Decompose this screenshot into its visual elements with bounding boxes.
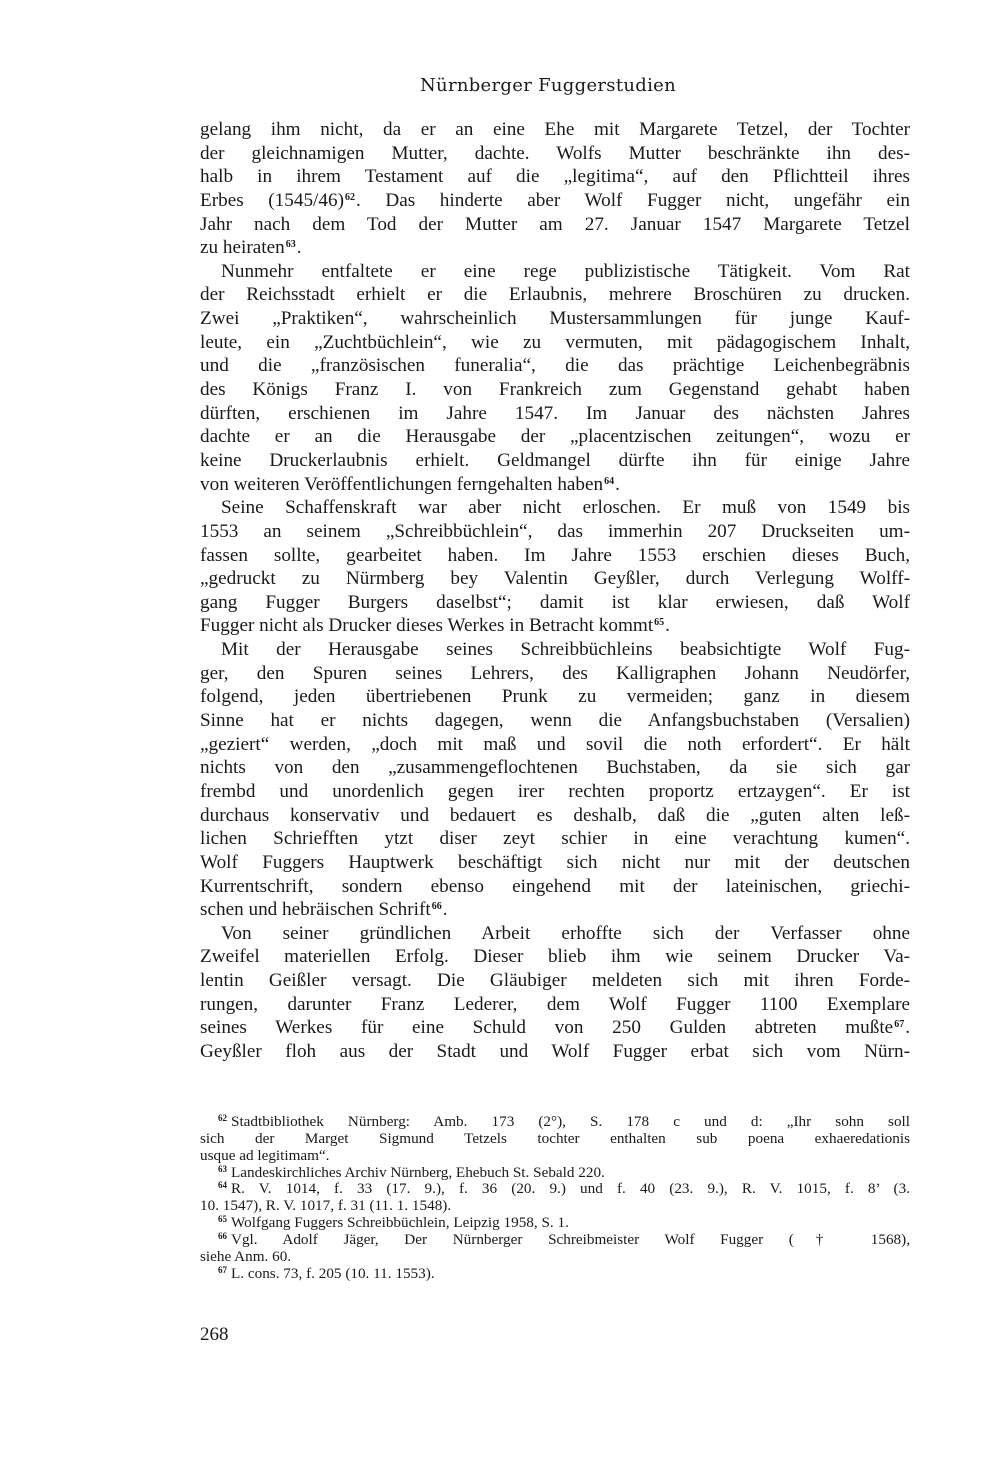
- text-line: [200, 709, 910, 733]
- line-text: rungen, darunter Franz Lederer, dem Wolf Fugger 1100 Exemplare: [200, 993, 910, 1015]
- footnote-line: [200, 1198, 910, 1215]
- footnote-text: Stadtbibliothek Nürnberg: Amb. 173 (2°), S. 178 c und d: „Ihr sohn soll: [231, 1113, 910, 1130]
- footnote-text: Wolfgang Fuggers Schreibbüchlein, Leipzig 1958, S. 1.: [231, 1214, 569, 1232]
- line-text-after: .: [296, 237, 302, 259]
- text-line: [200, 614, 910, 638]
- text-line: [200, 591, 910, 615]
- text-line: [200, 685, 910, 709]
- text-line: [200, 354, 910, 378]
- line-text: zu heiraten: [200, 237, 285, 259]
- line-text: fassen sollte, gearbeitet haben. Im Jahre 1553 erschien dieses Buch,: [200, 544, 910, 566]
- line-text-after: .: [905, 1017, 910, 1039]
- line-text-after: .: [665, 615, 670, 637]
- line-text: Fugger nicht als Drucker dieses Werkes in Betracht kommt: [200, 615, 654, 637]
- line-text: nichts von den „zusammengeflochtenen Buchstaben, da sie sich gar: [200, 757, 910, 779]
- line-text: gang Fugger Burgers daselbst“; damit ist klar erwiesen, daß Wolf: [200, 591, 910, 613]
- text-line: [200, 402, 910, 426]
- footnote-ref: 66: [431, 901, 442, 913]
- footnote-number: 63: [218, 1163, 227, 1174]
- text-line: [200, 827, 910, 851]
- footnote-ref: 67: [894, 1019, 905, 1031]
- text-line: [200, 449, 910, 473]
- line-text: „geziert“ werden, „doch mit maß und sovil die noth erfordert“. Er hält: [200, 733, 910, 755]
- line-text: von weiteren Veröffentlichungen ferngehalten haben: [200, 473, 604, 495]
- footnote-text: usque ad legitimam“.: [200, 1146, 330, 1164]
- line-text: folgend, jeden übertriebenen Prunk zu vermeiden; ganz in diesem: [200, 686, 910, 708]
- line-text: Mit der Herausgabe seines Schreibbüchleins beabsichtigte Wolf Fug-: [221, 639, 910, 661]
- text-line: [200, 307, 910, 331]
- body-text: [200, 118, 910, 1064]
- line-text: Sinne hat er nichts dagegen, wenn die Anfangsbuchstaben (Versalien): [200, 710, 910, 732]
- text-line: [200, 567, 910, 591]
- line-text: keine Druckerlaubnis erhielt. Geldmangel dürfte ihn für einige Jahre: [200, 449, 910, 471]
- text-line: [200, 898, 910, 922]
- line-text: Seine Schaffenskraft war aber nicht erloschen. Er muß von 1549 bis: [221, 497, 910, 519]
- footnote-ref: 63: [285, 239, 296, 251]
- text-line: [200, 378, 910, 402]
- footnote-number: 67: [218, 1264, 227, 1275]
- line-text: Erbes (1545/46): [200, 189, 344, 211]
- text-line: [200, 733, 910, 757]
- text-line: [200, 425, 910, 449]
- text-line: [200, 118, 910, 142]
- line-text: lichen Schriefften ytzt diser zeyt schier in eine verachtung kumen“.: [200, 828, 910, 850]
- text-line: [200, 851, 910, 875]
- text-line: [200, 142, 910, 166]
- footnote-number: 62: [218, 1113, 227, 1123]
- text-line: [200, 331, 910, 355]
- line-text: halb in ihrem Testament auf die „legitima“, auf den Pflichtteil ihres: [200, 166, 910, 188]
- text-line: [200, 1016, 910, 1040]
- text-line: [200, 756, 910, 780]
- text-line: [200, 875, 910, 899]
- footnote-text: R. V. 1014, f. 33 (17. 9.), f. 36 (20. 9.) und f. 40 (23. 9.), R. V. 1015, f. 8’ (3.: [231, 1180, 910, 1198]
- footnote-number: 64: [218, 1180, 227, 1191]
- line-text: Kurrentschrift, sondern ebenso eingehend mit der lateinischen, griechi-: [200, 875, 910, 897]
- text-line: [200, 662, 910, 686]
- footnote-number: 65: [218, 1214, 227, 1225]
- line-text: dachte er an die Herausgabe der „placentzischen zeitungen“, wozu er: [200, 426, 910, 448]
- footnote-line: [200, 1165, 910, 1182]
- text-line: [200, 804, 910, 828]
- line-text: Nunmehr entfaltete er eine rege publizistische Tätigkeit. Vom Rat: [221, 260, 910, 282]
- line-text: leute, ein „Zuchtbüchlein“, wie zu vermuten, mit pädagogischem Inhalt,: [200, 331, 910, 353]
- line-text: der gleichnamigen Mutter, dachte. Wolfs Mutter beschränkte ihn des-: [200, 142, 910, 164]
- footnote-line: [200, 1215, 910, 1232]
- text-line: [200, 165, 910, 189]
- line-text-after: .: [442, 899, 448, 921]
- line-text: Wolf Fuggers Hauptwerk beschäftigt sich nicht nur mit der deutschen: [200, 851, 910, 873]
- line-text: Geyßler floh aus der Stadt und Wolf Fugger erbat sich vom Nürn-: [200, 1040, 910, 1062]
- footnote-text: 10. 1547), R. V. 1017, f. 31 (11. 1. 1548).: [200, 1197, 452, 1215]
- text-line: [200, 283, 910, 307]
- text-line: [200, 1040, 910, 1064]
- footnote-ref: 65: [654, 617, 665, 629]
- text-line: [200, 780, 910, 804]
- line-text: Jahr nach dem Tod der Mutter am 27. Januar 1547 Margarete Tetzel: [200, 213, 910, 235]
- line-text: der Reichsstadt erhielt er die Erlaubnis, mehrere Broschüren zu drucken.: [200, 284, 910, 306]
- footnote-text: sich der Marget Sigmund Tetzels tochter enthalten sub poena exhaeredationis: [200, 1129, 910, 1147]
- text-line: [200, 189, 910, 213]
- line-text: Zweifel materiellen Erfolg. Dieser blieb ihm wie seinem Drucker Va-: [200, 946, 910, 968]
- footnote-ref: 64: [604, 475, 615, 487]
- line-text: lentin Geißler versagt. Die Gläubiger meldeten sich mit ihren Forde-: [200, 970, 910, 992]
- line-text: des Königs Franz I. von Frankreich zum Gegenstand gehabt haben: [200, 379, 910, 401]
- page-number: 268: [200, 1324, 229, 1345]
- text-line: [200, 473, 910, 497]
- footnote-line: [200, 1266, 910, 1283]
- line-text: Von seiner gründlichen Arbeit erhoffte sich der Verfasser ohne: [221, 922, 910, 944]
- line-text: ger, den Spuren seines Lehrers, des Kalligraphen Johann Neudörfer,: [200, 662, 910, 684]
- footnote-line: [200, 1181, 910, 1198]
- text-line: [200, 922, 910, 946]
- footnote-line: [200, 1114, 910, 1131]
- line-text: frembd und unordenlich gegen irer rechten proportz ertzaygen“. Er ist: [200, 780, 910, 802]
- line-text: gelang ihm nicht, da er an eine Ehe mit Margarete Tetzel, der Tochter: [200, 119, 910, 140]
- line-text: 1553 an seinem „Schreibbüchlein“, das immerhin 207 Druckseiten um-: [200, 520, 910, 542]
- text-line: [200, 236, 910, 260]
- text-line: [200, 638, 910, 662]
- footnote-text: siehe Anm. 60.: [200, 1247, 292, 1265]
- text-line: [200, 993, 910, 1017]
- line-text: Zwei „Praktiken“, wahrscheinlich Mustersammlungen für junge Kauf-: [200, 308, 910, 330]
- line-text: und die „französischen funeralia“, die das prächtige Leichenbegräbnis: [200, 355, 910, 377]
- text-line: [200, 520, 910, 544]
- text-line: [200, 945, 910, 969]
- line-text: „gedruckt zu Nürmberg bey Valentin Geyßler, durch Verlegung Wolff-: [200, 568, 910, 590]
- footnote-text: Landeskirchliches Archiv Nürnberg, Ehebuch St. Sebald 220.: [231, 1163, 605, 1181]
- text-line: [200, 544, 910, 568]
- line-text: schen und hebräischen Schrift: [200, 899, 431, 921]
- footnote-number: 66: [218, 1230, 227, 1241]
- text-line: [200, 213, 910, 237]
- text-line: [200, 260, 910, 284]
- running-head: Nürnberger Fuggerstudien: [420, 75, 676, 96]
- line-text: seines Werkes für eine Schuld von 250 Gulden abtreten mußte: [200, 1017, 894, 1039]
- line-text-after: .: [615, 473, 620, 495]
- line-text-after: . Das hinderte aber Wolf Fugger nicht, ungefähr ein: [355, 189, 910, 211]
- footnote-ref: 62: [344, 191, 355, 203]
- footnote-line: [200, 1148, 910, 1165]
- text-line: [200, 969, 910, 993]
- footnote-line: [200, 1249, 910, 1266]
- footnote-text: Vgl. Adolf Jäger, Der Nürnberger Schreibmeister Wolf Fugger († 1568),: [231, 1230, 910, 1248]
- footnotes: [200, 1114, 910, 1282]
- line-text: durchaus konservativ und bedauert es deshalb, daß die „guten alten leß-: [200, 804, 910, 826]
- line-text: dürften, erschienen im Jahre 1547. Im Januar des nächsten Jahres: [200, 402, 910, 424]
- footnote-line: [200, 1131, 910, 1148]
- text-line: [200, 496, 910, 520]
- footnote-text: L. cons. 73, f. 205 (10. 11. 1553).: [231, 1264, 435, 1282]
- footnote-line: [200, 1232, 910, 1249]
